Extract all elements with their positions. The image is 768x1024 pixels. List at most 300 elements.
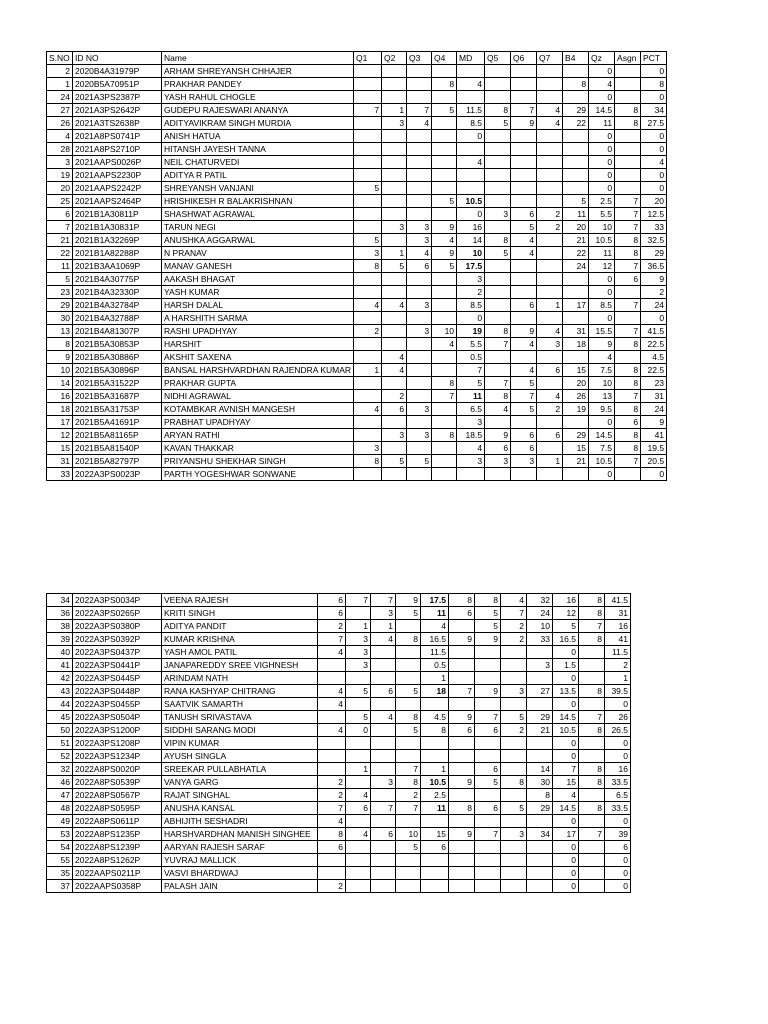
table-row	[47, 182, 667, 195]
table-cell	[407, 312, 432, 325]
table-cell: 29	[563, 429, 589, 442]
table-cell	[579, 698, 605, 711]
table-cell	[346, 880, 371, 893]
table-cell: 31	[47, 455, 73, 468]
table-cell: ARHAM SHREYANSH CHHAJER	[162, 65, 354, 78]
table-cell: 41.5	[641, 325, 667, 338]
table-row	[47, 750, 631, 763]
table-cell: HARSH DALAL	[162, 299, 354, 312]
table-cell: VEENA RAJESH	[162, 594, 318, 607]
table-cell: 0	[605, 867, 631, 880]
table-cell: 7	[432, 390, 457, 403]
table-cell: 4	[537, 390, 563, 403]
table-row	[47, 776, 631, 789]
table-cell: 4	[641, 156, 667, 169]
table-row	[47, 828, 631, 841]
table-cell: 5	[432, 104, 457, 117]
table-cell	[318, 672, 346, 685]
table-cell: 17	[553, 828, 579, 841]
table-cell: 0	[553, 672, 579, 685]
table-cell: 1	[421, 672, 449, 685]
table-cell: 2021B4A81307P	[73, 325, 162, 338]
table-cell	[511, 195, 537, 208]
table-cell: 3	[407, 325, 432, 338]
table-cell	[354, 130, 382, 143]
table-cell: 14	[457, 234, 485, 247]
table-cell: 0	[641, 169, 667, 182]
table-cell: 8	[579, 685, 605, 698]
table-cell: 2021B3AA1069P	[73, 260, 162, 273]
table-cell: 14.5	[589, 104, 615, 117]
table-cell	[432, 312, 457, 325]
table-cell: 16	[553, 594, 579, 607]
table-cell	[346, 841, 371, 854]
table-cell	[382, 338, 407, 351]
table-cell	[407, 468, 432, 481]
table-cell: 46	[47, 776, 73, 789]
table-cell	[457, 468, 485, 481]
table-row	[47, 156, 667, 169]
table-row	[47, 802, 631, 815]
table-cell: 6	[511, 208, 537, 221]
table-cell: 2022AAPS0358P	[73, 880, 162, 893]
table-cell: 8	[579, 776, 605, 789]
table-cell	[382, 91, 407, 104]
table-cell: HITANSH JAYESH TANNA	[162, 143, 354, 156]
table-cell	[382, 234, 407, 247]
table-cell: VASVI BHARDWAJ	[162, 867, 318, 880]
table-cell	[615, 78, 641, 91]
table-row	[47, 247, 667, 260]
table-cell	[382, 273, 407, 286]
table-row	[47, 117, 667, 130]
table-cell	[615, 169, 641, 182]
table-cell	[457, 91, 485, 104]
table-cell	[485, 65, 511, 78]
table-cell	[449, 841, 475, 854]
table-cell: 3	[407, 429, 432, 442]
table-cell: 1	[605, 672, 631, 685]
table-row	[47, 260, 667, 273]
table-row	[47, 841, 631, 854]
table-cell	[371, 737, 396, 750]
table-cell	[485, 169, 511, 182]
table-cell: 13	[47, 325, 73, 338]
table-cell: 2022AAPS0211P	[73, 867, 162, 880]
table-cell: ANUSHA KANSAL	[162, 802, 318, 815]
table-cell	[449, 763, 475, 776]
table-cell: 2021B5A30886P	[73, 351, 162, 364]
table-cell: 8	[396, 711, 421, 724]
table-cell: SHASHWAT AGRAWAL	[162, 208, 354, 221]
table-cell: 9	[396, 594, 421, 607]
table-cell: NIDHI AGRAWAL	[162, 390, 354, 403]
table-cell: 29	[47, 299, 73, 312]
table-cell	[537, 468, 563, 481]
table-cell: 2	[501, 620, 527, 633]
table-cell: 2021B4A32330P	[73, 286, 162, 299]
table-cell: 9	[432, 221, 457, 234]
table-cell: 4	[511, 234, 537, 247]
table-cell: 34	[47, 594, 73, 607]
table-cell	[485, 130, 511, 143]
table-cell: YASH RAHUL CHOGLE	[162, 91, 354, 104]
table-cell	[396, 750, 421, 763]
table-cell	[475, 854, 501, 867]
table-cell: 2021AAPS2464P	[73, 195, 162, 208]
table-cell: 6	[511, 299, 537, 312]
table-cell: 0	[589, 130, 615, 143]
table-cell: 5	[396, 724, 421, 737]
table-cell	[449, 854, 475, 867]
table-cell: 10	[432, 325, 457, 338]
table-cell	[485, 468, 511, 481]
table-cell	[563, 312, 589, 325]
table-cell: 13	[589, 390, 615, 403]
column-header: Q6	[511, 52, 537, 65]
table-cell	[615, 351, 641, 364]
table-cell: N PRANAV	[162, 247, 354, 260]
table-cell	[537, 273, 563, 286]
table-cell	[354, 156, 382, 169]
table-cell: YUVRAJ MALLICK	[162, 854, 318, 867]
table-cell	[579, 737, 605, 750]
table-cell: 8	[615, 429, 641, 442]
table-cell: 2	[537, 403, 563, 416]
table-cell: 0	[641, 130, 667, 143]
table-cell: 36	[47, 607, 73, 620]
table-cell: 3	[346, 646, 371, 659]
table-cell	[382, 143, 407, 156]
table-cell	[485, 195, 511, 208]
table-cell: 2021A3PS2387P	[73, 91, 162, 104]
table-cell: 16.5	[553, 633, 579, 646]
table-cell	[501, 750, 527, 763]
table-cell	[407, 442, 432, 455]
table-cell: 2	[457, 286, 485, 299]
table-cell: 4	[318, 698, 346, 711]
table-cell: ADITYA PANDIT	[162, 620, 318, 633]
table-row	[47, 130, 667, 143]
table-cell: 2021A8PS0741P	[73, 130, 162, 143]
table-cell	[615, 91, 641, 104]
table-cell: 20	[563, 377, 589, 390]
table-cell: 52	[47, 750, 73, 763]
table-cell: 0	[457, 130, 485, 143]
column-header: Q1	[354, 52, 382, 65]
table-cell	[382, 442, 407, 455]
table-cell: 8	[47, 338, 73, 351]
table-cell	[371, 659, 396, 672]
table-cell: 0	[605, 880, 631, 893]
table-cell	[485, 143, 511, 156]
table-row	[47, 607, 631, 620]
table-cell: 11.5	[605, 646, 631, 659]
table-cell: 2021AAPS0026P	[73, 156, 162, 169]
table-cell: 6	[449, 607, 475, 620]
table-cell: 18.5	[457, 429, 485, 442]
table-cell	[407, 156, 432, 169]
table-cell	[615, 286, 641, 299]
table-cell: 2020B5A70951P	[73, 78, 162, 91]
table-cell	[354, 117, 382, 130]
table-cell: PRAKHAR PANDEY	[162, 78, 354, 91]
table-cell: 12.5	[641, 208, 667, 221]
table-cell	[318, 763, 346, 776]
table-cell	[354, 221, 382, 234]
table-cell: 7	[475, 711, 501, 724]
table-row	[47, 104, 667, 117]
table-cell: 3	[47, 156, 73, 169]
table-cell	[501, 789, 527, 802]
table-cell: 19	[457, 325, 485, 338]
table-cell: RAJAT SINGHAL	[162, 789, 318, 802]
column-header: Q3	[407, 52, 432, 65]
table-cell: 7	[579, 828, 605, 841]
table-cell: 4.5	[641, 351, 667, 364]
table-cell	[615, 156, 641, 169]
table-cell	[354, 143, 382, 156]
table-cell: 47	[47, 789, 73, 802]
table-cell: 6	[449, 724, 475, 737]
table-cell: 6	[382, 403, 407, 416]
table-cell: 7	[615, 260, 641, 273]
table-cell: 1	[346, 620, 371, 633]
table-cell: 4	[537, 117, 563, 130]
table-cell: 2022A8PS0595P	[73, 802, 162, 815]
table-cell	[537, 286, 563, 299]
table-cell: 0	[641, 65, 667, 78]
table-cell: 41	[641, 429, 667, 442]
table-cell: 5	[346, 685, 371, 698]
table-cell: 0	[589, 156, 615, 169]
table-cell: 0	[553, 867, 579, 880]
table-cell	[382, 78, 407, 91]
table-cell: 1	[371, 620, 396, 633]
table-cell	[407, 416, 432, 429]
table-cell: 14.5	[553, 802, 579, 815]
table-cell	[407, 286, 432, 299]
table-cell	[407, 338, 432, 351]
table-cell	[354, 169, 382, 182]
table-cell: 8	[579, 763, 605, 776]
table-row	[47, 338, 667, 351]
table-cell	[485, 260, 511, 273]
table-cell: 10	[527, 620, 553, 633]
table-cell	[407, 351, 432, 364]
table-cell: 53	[47, 828, 73, 841]
table-cell: 0	[641, 182, 667, 195]
table-cell: 7	[318, 802, 346, 815]
table-cell	[354, 390, 382, 403]
table-cell	[382, 182, 407, 195]
table-cell	[511, 468, 537, 481]
table-cell: 9	[641, 416, 667, 429]
table-cell: 27	[527, 685, 553, 698]
table-cell	[579, 841, 605, 854]
table-cell	[511, 65, 537, 78]
table-cell: 26	[605, 711, 631, 724]
table-cell: 6	[511, 442, 537, 455]
column-header: B4	[563, 52, 589, 65]
table-cell	[475, 789, 501, 802]
table-cell: 9	[475, 633, 501, 646]
table-cell: 0	[457, 312, 485, 325]
table-cell: PALASH JAIN	[162, 880, 318, 893]
table-cell: 2022A3PS0392P	[73, 633, 162, 646]
table-cell: 8	[421, 724, 449, 737]
table-cell: 2	[354, 325, 382, 338]
table-cell: 18	[421, 685, 449, 698]
table-cell: 0	[605, 698, 631, 711]
table-cell	[432, 299, 457, 312]
table-cell	[527, 867, 553, 880]
table-cell: 40	[47, 646, 73, 659]
table-row	[47, 273, 667, 286]
table-cell: 6	[475, 802, 501, 815]
table-row	[47, 65, 667, 78]
table-cell	[485, 364, 511, 377]
table-cell	[579, 854, 605, 867]
table-cell	[346, 672, 371, 685]
table-cell	[475, 880, 501, 893]
table-cell	[579, 659, 605, 672]
table-cell: 4	[537, 104, 563, 117]
table-cell	[371, 763, 396, 776]
table-cell: 35	[47, 867, 73, 880]
table-cell: 2021B1A30831P	[73, 221, 162, 234]
table-cell: 6	[537, 429, 563, 442]
table-cell: 22	[563, 117, 589, 130]
table-cell	[346, 776, 371, 789]
table-cell: 43	[47, 685, 73, 698]
table-cell: 8	[396, 633, 421, 646]
table-cell: 6.5	[605, 789, 631, 802]
table-cell: 11	[421, 802, 449, 815]
table-cell	[354, 429, 382, 442]
table-cell: ADITYA R PATIL	[162, 169, 354, 182]
table-cell: 5	[354, 234, 382, 247]
table-cell	[615, 468, 641, 481]
table-cell: ABHIJITH SESHADRI	[162, 815, 318, 828]
table-cell: 8	[615, 247, 641, 260]
table-cell: 9	[511, 117, 537, 130]
table-cell: 0	[553, 815, 579, 828]
table-cell	[421, 698, 449, 711]
table-cell: 4	[457, 78, 485, 91]
table-cell	[449, 620, 475, 633]
table-cell	[371, 867, 396, 880]
table-cell: 4	[47, 130, 73, 143]
table-cell: 8.5	[589, 299, 615, 312]
table-row	[47, 620, 631, 633]
table-cell	[371, 724, 396, 737]
table-cell	[432, 91, 457, 104]
table-cell	[354, 338, 382, 351]
table-cell: 4	[354, 299, 382, 312]
column-header: S.NO	[47, 52, 73, 65]
table-cell	[537, 247, 563, 260]
table-cell: 7	[615, 299, 641, 312]
table-cell	[537, 234, 563, 247]
table-cell: 16	[47, 390, 73, 403]
table-cell: 9	[589, 338, 615, 351]
table-cell: 8	[396, 776, 421, 789]
table-cell: 8	[579, 724, 605, 737]
table-cell	[396, 698, 421, 711]
table-cell: 4	[589, 351, 615, 364]
table-cell	[537, 91, 563, 104]
table-cell	[407, 169, 432, 182]
table-row	[47, 195, 667, 208]
table-cell	[346, 737, 371, 750]
table-cell: 0	[589, 468, 615, 481]
table-cell: 5	[47, 273, 73, 286]
table-cell	[527, 854, 553, 867]
table-cell	[382, 377, 407, 390]
table-cell: 4	[318, 724, 346, 737]
table-cell: 4	[511, 364, 537, 377]
table-cell: 5	[511, 377, 537, 390]
table-cell: 8	[432, 377, 457, 390]
table-cell: 33	[47, 468, 73, 481]
table-cell: 9	[449, 776, 475, 789]
table-cell: 42	[47, 672, 73, 685]
table-cell: 8	[318, 828, 346, 841]
table-cell: 2022A3PS0034P	[73, 594, 162, 607]
table-cell: 0	[589, 143, 615, 156]
table-cell: 7	[485, 338, 511, 351]
table-cell: 3	[382, 429, 407, 442]
table-cell	[354, 377, 382, 390]
table-row	[47, 234, 667, 247]
table-cell: 0.5	[457, 351, 485, 364]
table-cell	[485, 91, 511, 104]
table-cell: 39	[47, 633, 73, 646]
table-cell: 3	[382, 221, 407, 234]
table-cell	[501, 698, 527, 711]
table-cell: 2	[501, 724, 527, 737]
table-cell: 9	[449, 711, 475, 724]
table-cell: 7	[615, 325, 641, 338]
table-cell	[346, 698, 371, 711]
table-cell	[485, 221, 511, 234]
column-header: Name	[162, 52, 354, 65]
table-cell: 30	[47, 312, 73, 325]
table-cell: 16	[457, 221, 485, 234]
table-cell: 0	[641, 468, 667, 481]
table-cell	[615, 65, 641, 78]
table-cell: 1	[47, 78, 73, 91]
table-cell: 8	[615, 338, 641, 351]
table-cell: 0	[457, 208, 485, 221]
table-cell	[449, 880, 475, 893]
table-cell: 2022A3PS0445P	[73, 672, 162, 685]
table-cell: 3	[407, 221, 432, 234]
table-cell: 2021B5A30853P	[73, 338, 162, 351]
table-cell	[432, 442, 457, 455]
table-cell: 18	[47, 403, 73, 416]
table-cell: KUMAR KRISHNA	[162, 633, 318, 646]
table-cell: SREEKAR PULLABHATLA	[162, 763, 318, 776]
table-cell: 17	[47, 416, 73, 429]
table-cell	[371, 750, 396, 763]
table-cell: 54	[47, 841, 73, 854]
table-cell: 11	[563, 208, 589, 221]
table-cell	[579, 789, 605, 802]
table-cell: 1	[537, 455, 563, 468]
table-cell: 5	[485, 247, 511, 260]
